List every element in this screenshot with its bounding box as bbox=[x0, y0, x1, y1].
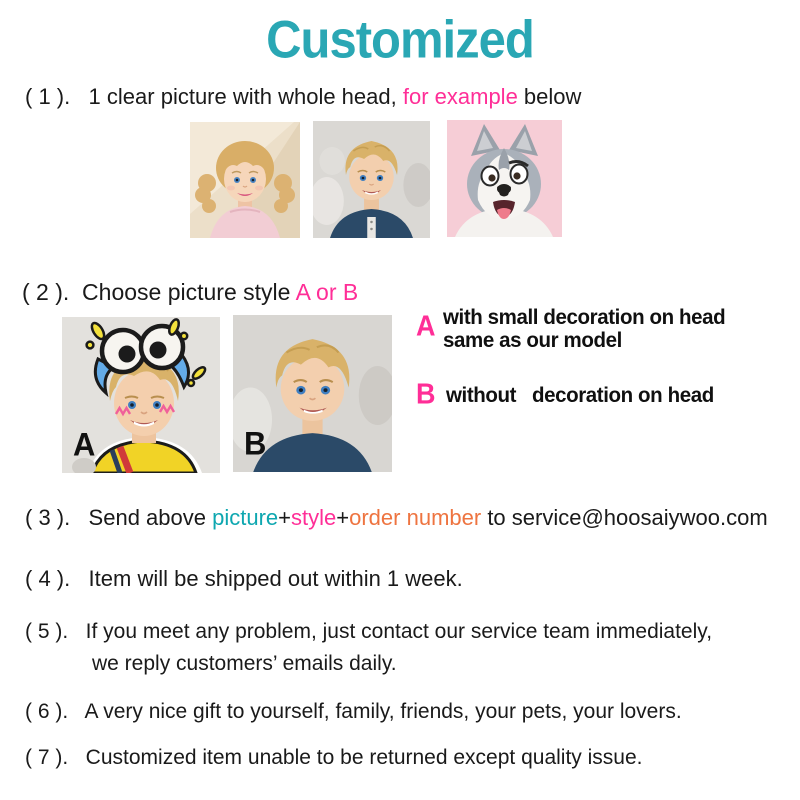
step-3-prefix: ( 3 ). Send above bbox=[25, 505, 213, 530]
option-b-description: without decoration on head bbox=[446, 382, 714, 408]
step-1-text bbox=[25, 84, 581, 110]
boy-photo-illustration bbox=[313, 121, 430, 238]
style-a-letter-label: A bbox=[73, 426, 95, 463]
step-1-suffix: below bbox=[517, 84, 582, 109]
option-a-description bbox=[443, 306, 725, 352]
step-3-order-number: order number bbox=[349, 505, 482, 530]
step-3-plus1: + bbox=[278, 505, 292, 530]
boy-example-photo bbox=[313, 121, 430, 238]
step-2-prefix: ( 2 ). Choose picture style bbox=[22, 279, 296, 305]
step-1-highlight: for example bbox=[402, 84, 518, 109]
husky-example-photo bbox=[447, 120, 562, 237]
option-b-letter: B bbox=[416, 378, 436, 410]
step-3-picture: picture bbox=[212, 505, 279, 530]
option-a-line2: same as our model bbox=[443, 328, 622, 353]
step-3-plus2: + bbox=[336, 505, 350, 530]
option-a-letter: A bbox=[416, 310, 436, 342]
step-1-prefix: ( 1 ). 1 clear picture with whole head, bbox=[25, 84, 403, 109]
page-title: Customized bbox=[266, 11, 534, 70]
step-4-text: ( 4 ). Item will be shipped out within 1 week. bbox=[25, 566, 463, 591]
girl-example-photo bbox=[190, 122, 300, 238]
step-5-text-line1: ( 5 ). If you meet any problem, just contact our service team immediately, bbox=[25, 620, 713, 643]
step-2-text bbox=[22, 279, 358, 306]
style-b-letter-label: B bbox=[244, 425, 266, 462]
step-2-highlight: A or B bbox=[295, 279, 359, 305]
girl-photo-illustration bbox=[190, 122, 300, 238]
step-5-text-line2: we reply customers’ emails daily. bbox=[92, 652, 397, 675]
step-3-text bbox=[25, 505, 768, 531]
option-a-line1: with small decoration on head bbox=[443, 304, 726, 330]
husky-photo-illustration bbox=[447, 120, 562, 237]
step-3-style: style bbox=[291, 505, 337, 530]
step-6-text: ( 6 ). A very nice gift to yourself, family, friends, your pets, your lovers. bbox=[25, 700, 682, 723]
style-a-example-photo bbox=[62, 317, 220, 473]
step-7-text: ( 7 ). Customized item unable to be returned except quality issue. bbox=[25, 746, 643, 769]
step-3-suffix: to service@hoosaiywoo.com bbox=[481, 505, 768, 530]
style-b-example-photo bbox=[233, 315, 392, 472]
